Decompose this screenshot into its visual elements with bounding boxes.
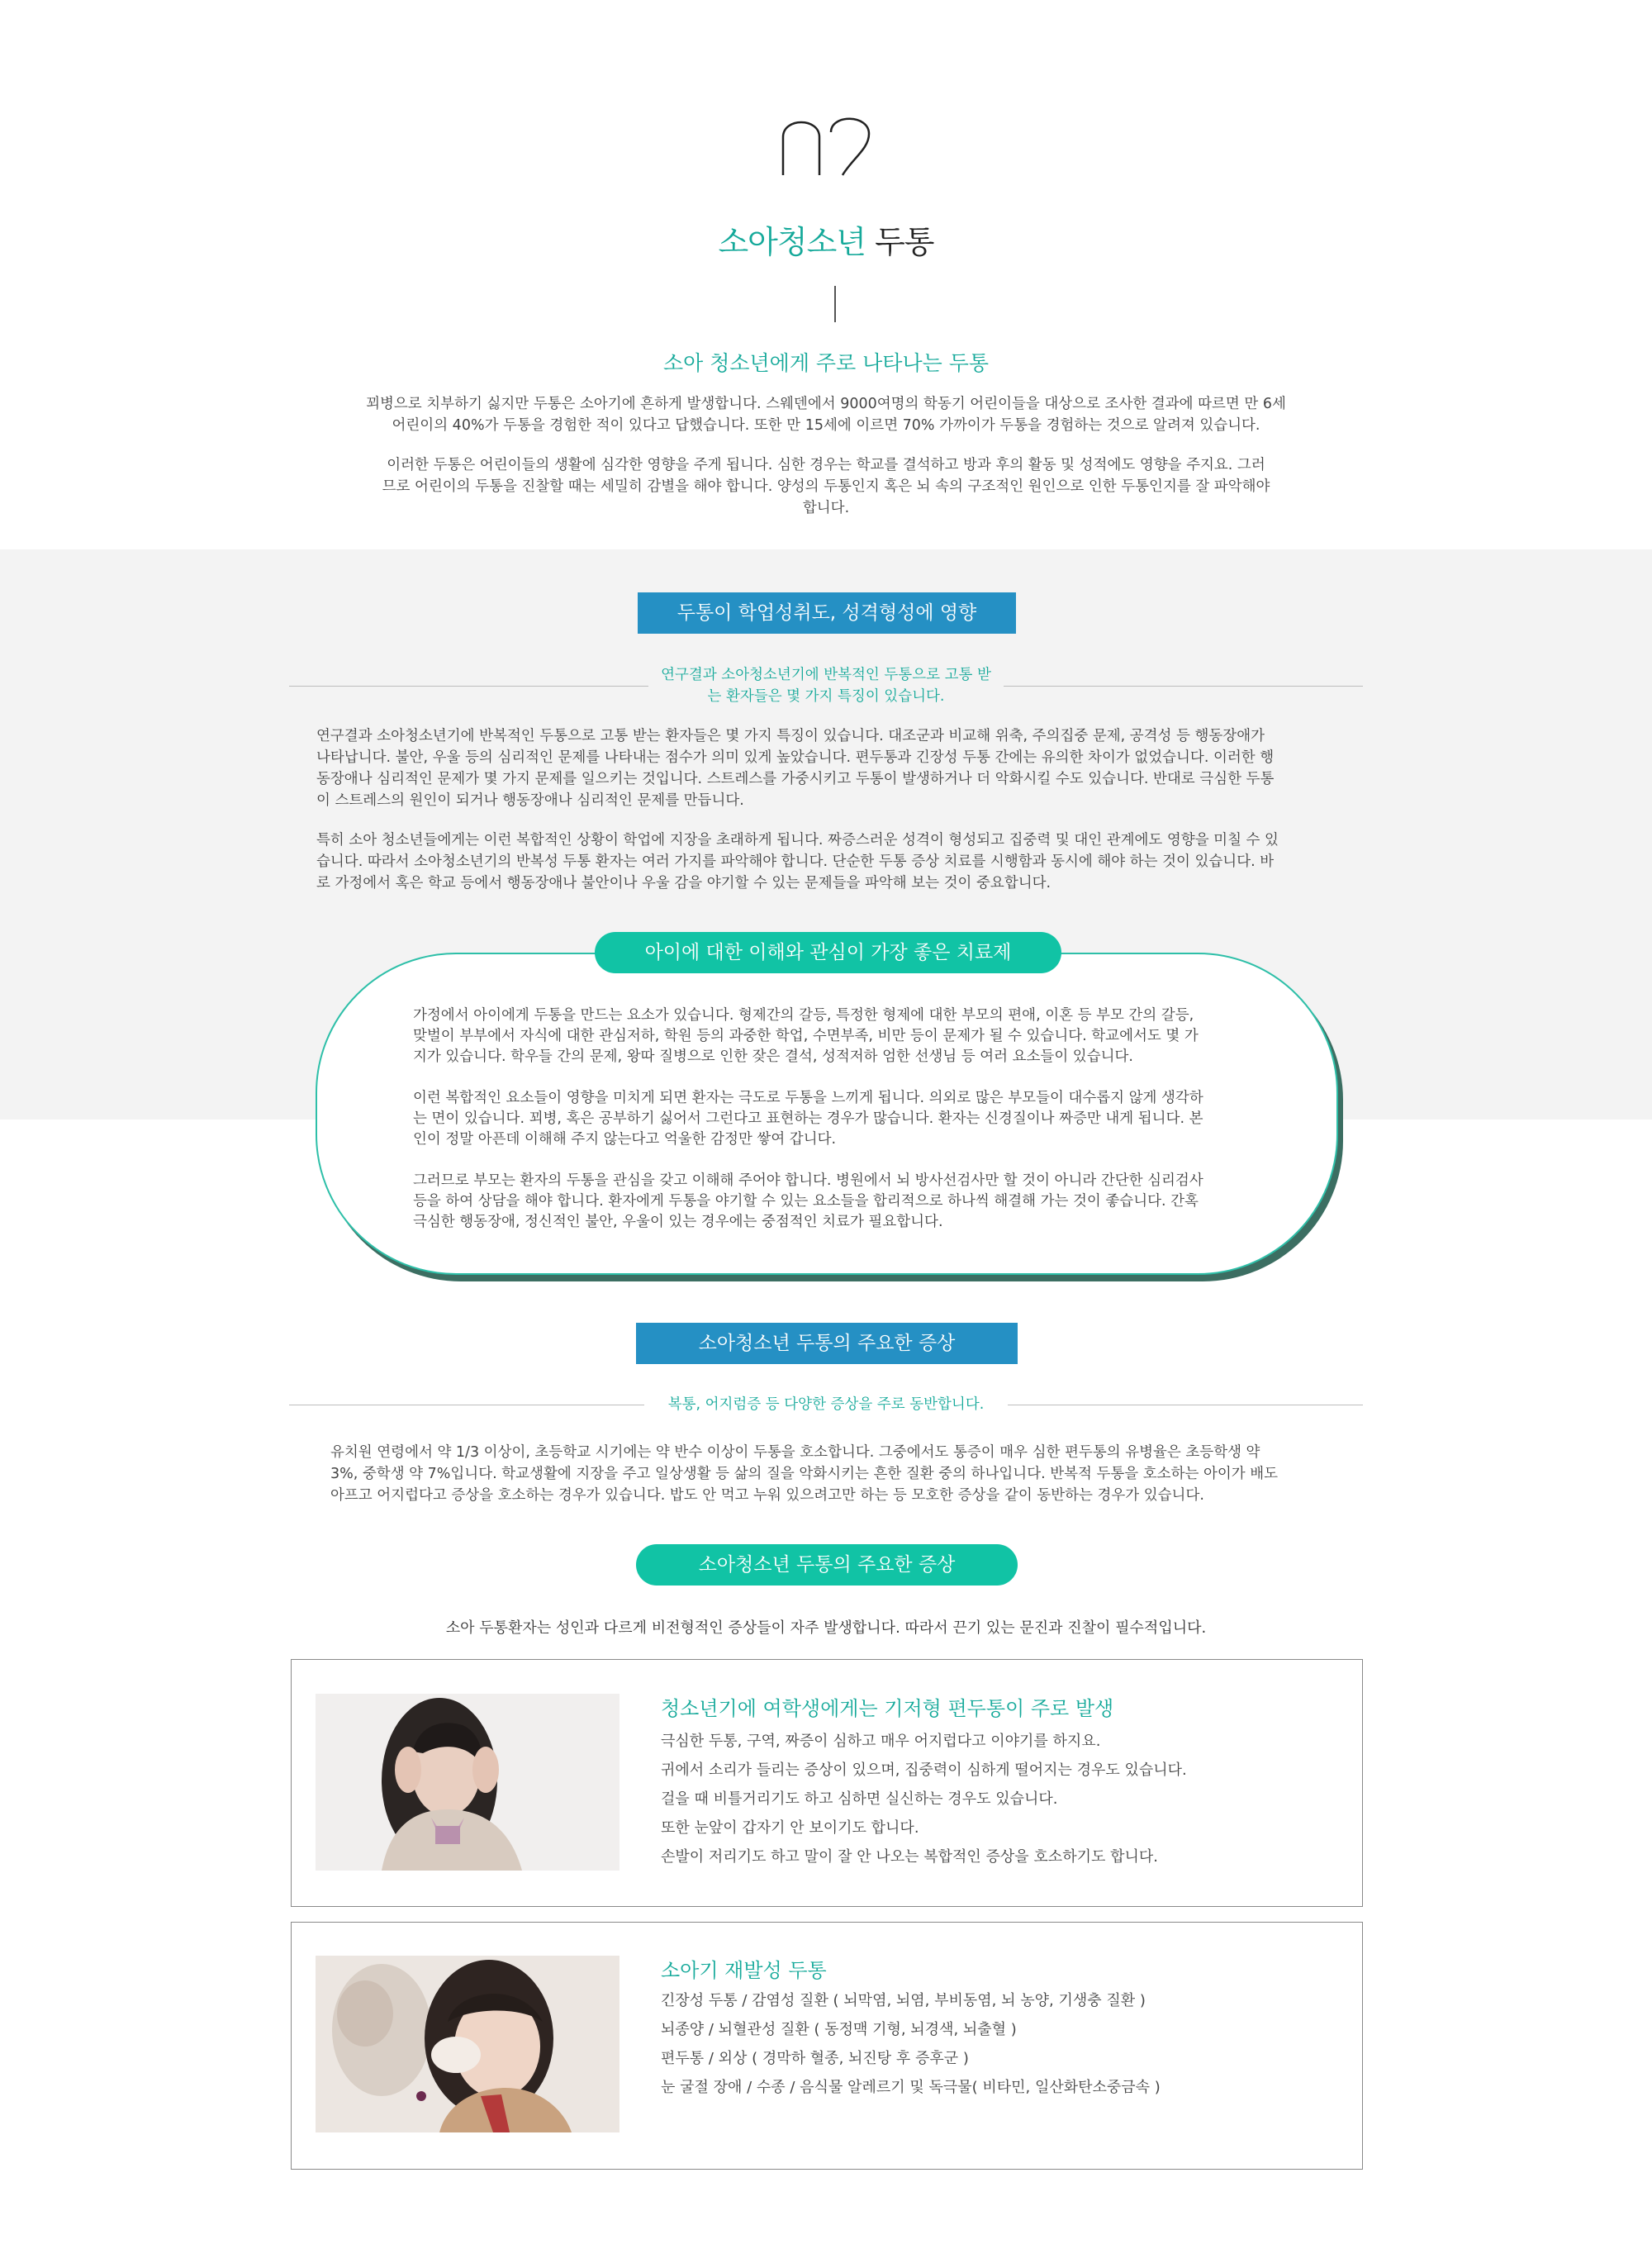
section1-paragraph-1: 연구결과 소아청소년기에 반복적인 두통으로 고통 받는 환자들은 몇 가지 특징이 있습니다. 대조군과 비교해 위축, 주의집중 문제, 공격성 등 행동장애가 나타납니다. 불안, 우울 등의 심리적인 문제를 나타내는 점수가 의미 있게 높았습니다. 편두통과 긴장성 두통 간에는 유의한 차이가 없었습니다. 이러한 행동장애나 심리적인 문제가 몇 가지 문제를 일으키는 것입니다. 스트레스를 가중시키고 두통이 발생하거나 더 악화시킬 수도 있습니다. 반대로 극심한 두통이 스트레스의 원인이 되거나 행동장애나 심리적인 문제를 만듭니다.: [316, 728, 1275, 809]
symptom-box-1-list: [661, 1727, 1187, 1871]
symptom-box-2-title: 소아기 재발성 두통: [661, 1959, 827, 1982]
section2-paragraph: 유치원 연령에서 약 1/3 이상이, 초등학교 시기에는 약 반수 이상이 두통을 호소합니다. 그중에서도 통증이 매우 심한 편두통의 유병율은 초등학생 약 3%, 중학생 약 7%입니다. 학교생활에 지장을 주고 일상생활 등 삶의 질을 악화시키는 흔한 질환 중의 하나입니다. 반복적 두통을 호소하는 아이가 배도 아프고 어지럽다고 증상을 호소하는 경우가 있습니다. 밥도 안 먹고 누워 있으려고만 하는 등 모호한 증상을 같이 동반하는 경우가 있습니다.: [330, 1444, 1279, 1504]
list-item: 뇌종양 / 뇌혈관성 질환 ( 동정맥 기형, 뇌경색, 뇌출혈 ): [661, 2021, 1017, 2038]
intro-paragraph-2: 이러한 두통은 어린이들의 생활에 심각한 영향을 주게 됩니다. 심한 경우는 학교를 결석하고 방과 후의 활동 및 성적에도 영향을 주지요. 그러므로 어린이의 두통을 진찰할 때는 세밀히 감별을 해야 합니다. 양성의 두통인지 혹은 뇌 속의 구조적인 원인으로 인한 두통인지를 잘 파악해야 합니다.: [382, 457, 1270, 516]
page-title: [0, 216, 1652, 262]
section-number-graphic: [776, 106, 876, 180]
divider-vertical: [834, 286, 836, 322]
page-title-accent: 소아청소년: [718, 224, 866, 260]
section1-paragraph-2: 특히 소아 청소년들에게는 이런 복합적인 상황이 학업에 지장을 초래하게 됩니다. 짜증스러운 성격이 형성되고 집중력 및 대인 관계에도 영향을 미칠 수 있습니다. 따라서 소아청소년기의 반복성 두통 환자는 여러 가지를 파악해야 합니다. 단순한 두통 증상 치료를 시행함과 동시에 해야 하는 것이 있습니다. 바로 가정에서 혹은 학교 등에서 행동장애나 불안이나 우울 감을 야기할 수 있는 문제들을 파악해 보는 것이 중요합니다.: [316, 832, 1279, 891]
treatment-card-paragraph-1: 가정에서 아이에게 두통을 만드는 요소가 있습니다. 형제간의 갈등, 특정한 형제에 대한 부모의 편애, 이혼 등 부모 간의 갈등, 맞벌이 부부에서 자식에 대한 관심저하, 학원 등의 과중한 학업, 수면부족, 비만 등이 문제가 될 수 있습니다. 학교에서도 몇 가지가 있습니다. 학우들 간의 문제, 왕따 질병으로 인한 잦은 결석, 성적저하 엄한 선생님 등 여러 요소들이 있습니다.: [413, 1007, 1199, 1065]
section1-rule-text: 연구결과 소아청소년기에 반복적인 두통으로 고통 받는 환자들은 몇 가지 특징이 있습니다.: [661, 664, 991, 707]
section1-label: 두통이 학업성취도, 성격형성에 영향: [638, 592, 1016, 634]
subheading: 소아 청소년에게 주로 나타나는 두통: [662, 351, 990, 375]
section1-rule-left: [289, 686, 648, 687]
treatment-card-label: 아이에 대한 이해와 관심이 가장 좋은 치료제: [595, 932, 1061, 973]
section1-rule-right: [1004, 686, 1363, 687]
page-title-rest: 두통: [866, 224, 934, 260]
treatment-card-paragraph-3: 그러므로 부모는 환자의 두통을 관심을 갖고 이해해 주어야 합니다. 병원에서 뇌 방사선검사만 할 것이 아니라 간단한 심리검사 등을 하여 상담을 해야 합니다. 환자에게 두통을 야기할 수 있는 요소들을 합리적으로 하나씩 해결해 가는 것이 좋습니다. 간혹 극심한 행동장애, 정신적인 불안, 우울이 있는 경우에는 중점적인 치료가 필요합니다.: [413, 1172, 1203, 1230]
section-number: [0, 106, 1652, 188]
list-item: 눈 굴절 장애 / 수종 / 음식물 알레르기 및 독극물( 비타민, 일산화탄소중금속 ): [661, 2079, 1161, 2096]
section3-label: 소아청소년 두통의 주요한 증상: [636, 1544, 1018, 1586]
section2-rule-text: 복통, 어지럼증 등 다양한 증상을 주로 동반합니다.: [657, 1394, 995, 1415]
girl-headache-photo: [316, 1694, 620, 1871]
symptom-box-1-title: 청소년기에 여학생에게는 기저형 편두통이 주로 발생: [661, 1697, 1114, 1720]
treatment-card-paragraph-2: 이런 복합적인 요소들이 영향을 미치게 되면 환자는 극도로 두통을 느끼게 됩니다. 의외로 많은 부모들이 대수롭지 않게 생각하는 면이 있습니다. 꾀병, 혹은 공부하기 싫어서 그런다고 표현하는 경우가 많습니다. 환자는 신경질이나 짜증만 내게 됩니다. 본인이 정말 아픈데 이해해 주지 않는다고 억울한 감정만 쌓여 갑니다.: [413, 1090, 1203, 1148]
list-item: 손발이 저리기도 하고 말이 잘 안 나오는 복합적인 증상을 호소하기도 합니다.: [661, 1848, 1158, 1866]
list-item: 극심한 두통, 구역, 짜증이 심하고 매우 어지럽다고 이야기를 하지요.: [661, 1733, 1101, 1750]
section2-label: 소아청소년 두통의 주요한 증상: [636, 1323, 1018, 1364]
intro-paragraph-1: 꾀병으로 치부하기 싫지만 두통은 소아기에 흔하게 발생합니다. 스웨덴에서 9000여명의 학동기 어린이들을 대상으로 조사한 결과에 따르면 만 6세 어린이의 40%가 두통을 경험한 적이 있다고 답했습니다. 또한 만 15세에 이르면 70% 가까이가 두통을 경험하는 것으로 알려져 있습니다.: [366, 396, 1286, 434]
list-item: 편두통 / 외상 ( 경막하 혈종, 뇌진탕 후 증후군 ): [661, 2050, 969, 2067]
symptom-box-2-list: [661, 1986, 1161, 2102]
list-item: 또한 눈앞이 갑자기 안 보이기도 합니다.: [661, 1819, 919, 1837]
section3-intro: 소아 두통환자는 성인과 다르게 비전형적인 증상들이 자주 발생합니다. 따라서 끈기 있는 문진과 진찰이 필수적입니다.: [445, 1619, 1207, 1637]
list-item: 긴장성 두통 / 감염성 질환 ( 뇌막염, 뇌염, 부비동염, 뇌 농양, 기생충 질환 ): [661, 1992, 1146, 2009]
list-item: 귀에서 소리가 들리는 증상이 있으며, 집중력이 심하게 떨어지는 경우도 있습니다.: [661, 1761, 1187, 1779]
sick-child-photo: [316, 1956, 620, 2132]
list-item: 걸을 때 비틀거리기도 하고 심하면 실신하는 경우도 있습니다.: [661, 1790, 1058, 1808]
